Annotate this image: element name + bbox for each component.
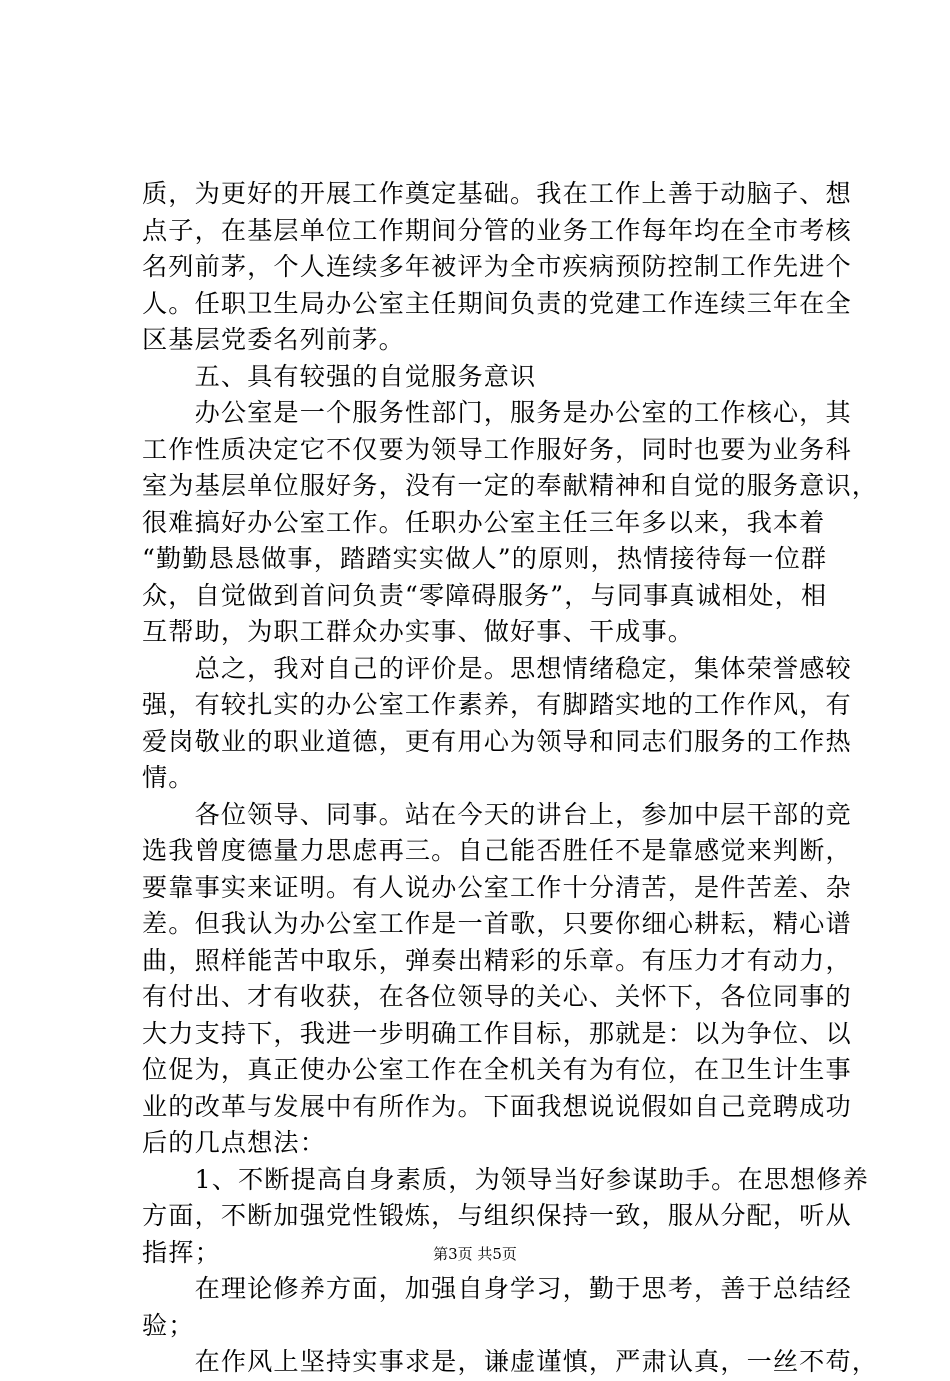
text-line: “勤勤恳恳做事，踏踏实实做人”的原则，热情接待每一位群 [142, 544, 828, 573]
text-line: 质，为更好的开展工作奠定基础。我在工作上善于动脑子、想 [142, 179, 852, 208]
text-line: 情。 [142, 763, 195, 792]
text-line: 人。任职卫生局办公室主任期间负责的党建工作连续三年在全 [142, 288, 852, 318]
text-line: 验； [142, 1310, 195, 1340]
text-line: 总之，我对自己的评价是。思想情绪稳定，集体荣誉感较 [142, 653, 852, 683]
text-line: 名列前茅，个人连续多年被评为全市疾病预防控制工作先进个 [142, 252, 852, 281]
text-line: 互帮助，为职工群众办实事、做好事、干成事。 [142, 617, 695, 646]
text-line: 室为基层单位服好务，没有一定的奉献精神和自觉的服务意识， [142, 471, 879, 500]
text-line: 后的几点想法： [142, 1128, 327, 1157]
text-line: 要靠事实来证明。有人说办公室工作十分清苦，是件苦差、杂 [142, 872, 852, 902]
text-line: 方面，不断加强党性锻炼，与组织保持一致，服从分配，听从 [142, 1201, 852, 1230]
text-line: 差。但我认为办公室工作是一首歌，只要你细心耕耘，精心谱 [142, 909, 852, 938]
text-line: 指挥； [142, 1237, 221, 1267]
text-line: 五、具有较强的自觉服务意识 [142, 361, 537, 391]
text-line: 曲，照样能苦中取乐，弹奏出精彩的乐章。有压力才有动力， [142, 945, 852, 975]
text-line: 位促为，真正使办公室工作在全机关有为有位，在卫生计生事 [142, 1055, 852, 1084]
text-line: 强，有较扎实的办公室工作素养，有脚踏实地的工作作风，有 [142, 690, 852, 719]
text-line: 区基层党委名列前茅。 [142, 325, 405, 354]
text-line: 选我曾度德量力思虑再三。自己能否胜任不是靠感觉来判断， [142, 836, 852, 865]
text-line: 很难搞好办公室工作。任职办公室主任三年多以来，我本着 [142, 507, 826, 537]
text-line: 点子，在基层单位工作期间分管的业务工作每年均在全市考核 [142, 215, 852, 245]
document-body [142, 176, 879, 1381]
text-line: 业的改革与发展中有所作为。下面我想说说假如自己竞聘成功 [142, 1091, 852, 1121]
text-line: 大力支持下，我进一步明确工作目标，那就是：以为争位、以 [142, 1018, 852, 1048]
text-line: 有付出、才有收获，在各位领导的关心、关怀下，各位同事的 [142, 982, 852, 1011]
page-footer: 第3页 共5页 [433, 1245, 517, 1263]
text-line: 在作风上坚持实事求是，谦虚谨慎，严肃认真，一丝不苟， [142, 1347, 879, 1376]
text-line: 1、不断提高自身素质，为领导当好参谋助手。在思想修养 [142, 1164, 869, 1194]
text-line: 爱岗敬业的职业道德，更有用心为领导和同志们服务的工作热 [142, 726, 852, 756]
text-line: 众，自觉做到首问负责“零障碍服务”，与同事真诚相处，相 [142, 580, 828, 610]
text-line: 办公室是一个服务性部门，服务是办公室的工作核心，其 [142, 398, 852, 427]
text-line: 工作性质决定它不仅要为领导工作服好务，同时也要为业务科 [142, 434, 852, 464]
text-line: 各位领导、同事。站在今天的讲台上，参加中层干部的竞 [142, 799, 852, 829]
text-line: 在理论修养方面，加强自身学习，勤于思考，善于总结经 [142, 1274, 852, 1303]
